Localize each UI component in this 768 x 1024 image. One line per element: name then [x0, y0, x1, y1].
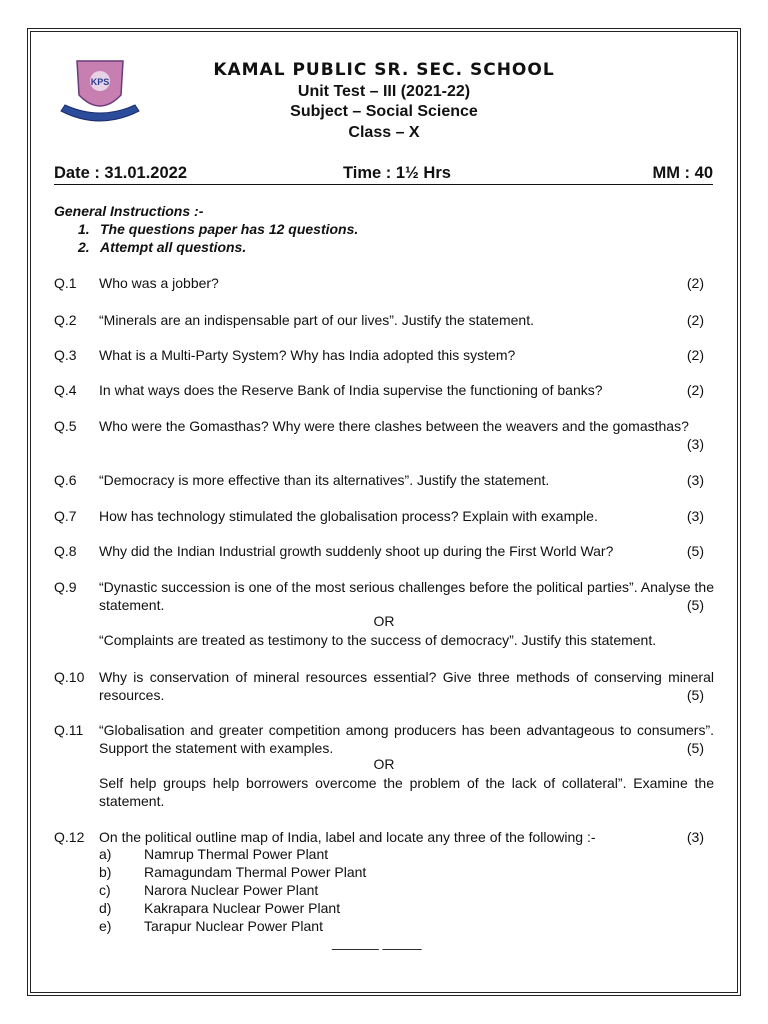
question-text: Who were the Gomasthas? Why were there clashes between the weavers and the gomasthas? — [99, 418, 689, 434]
question-number: Q.10 — [54, 669, 85, 685]
question-number: Q.12 — [54, 829, 85, 845]
class-title: Class – X — [348, 124, 420, 141]
question-marks: (5) — [686, 543, 704, 559]
question-marks: (5) — [686, 687, 704, 703]
or-separator: OR — [373, 613, 395, 629]
option-label: a) — [99, 846, 112, 862]
test-title: Unit Test – III (2021-22) — [297, 83, 471, 100]
exam-date: Date : 31.01.2022 — [54, 164, 188, 182]
option-text: Ramagundam Thermal Power Plant — [144, 864, 367, 880]
instruction-num: 1. — [78, 221, 90, 237]
option-text: Narora Nuclear Power Plant — [144, 882, 319, 898]
instruction-num: 2. — [78, 239, 90, 255]
school-name: KAMAL PUBLIC SR. SEC. SCHOOL — [213, 60, 555, 80]
question-text: “Globalisation and greater competition among producers has been advantageous to consumers”. Support the statement with examples. — [99, 722, 714, 756]
question-marks: (2) — [686, 312, 704, 328]
question-marks: (3) — [686, 436, 704, 452]
question-text: How has technology stimulated the globalisation process? Explain with example. — [99, 508, 598, 524]
question-text: Why did the Indian Industrial growth suddenly shoot up during the First World War? — [99, 543, 614, 559]
alternative-text: “Complaints are treated as testimony to the success of democracy”. Justify this statement. — [99, 632, 657, 648]
question-number: Q.9 — [54, 579, 77, 595]
option-label: d) — [99, 900, 112, 916]
question-number: Q.4 — [54, 382, 77, 398]
question-number: Q.6 — [54, 472, 77, 488]
instruction-text: The questions paper has 12 questions. — [100, 221, 359, 237]
question-number: Q.11 — [54, 722, 84, 738]
question-text: In what ways does the Reserve Bank of India supervise the functioning of banks? — [99, 382, 603, 398]
question-text: “Democracy is more effective than its alternatives”. Justify the statement. — [99, 472, 550, 488]
question-number: Q.2 — [54, 312, 77, 328]
question-text: “Minerals are an indispensable part of our lives”. Justify the statement. — [99, 312, 534, 328]
or-separator: OR — [373, 756, 395, 772]
question-marks: (2) — [686, 275, 704, 291]
question-marks: (3) — [686, 829, 704, 845]
max-marks: MM : 40 — [652, 164, 713, 182]
question-text: “Dynastic succession is one of the most serious challenges before the political parties”. Analyse the statement. — [99, 579, 714, 613]
header-rule — [54, 184, 713, 185]
alternative-text: Self help groups help borrowers overcome the problem of the lack of collateral”. Examine the statement. — [99, 775, 714, 809]
question-marks: (3) — [686, 472, 704, 488]
question-number: Q.7 — [54, 508, 77, 524]
option-label: b) — [99, 864, 112, 880]
question-text: Who was a jobber? — [99, 275, 219, 291]
option-text: Kakrapara Nuclear Power Plant — [144, 900, 341, 916]
question-text: What is a Multi-Party System? Why has India adopted this system? — [99, 347, 516, 363]
option-text: Namrup Thermal Power Plant — [144, 846, 329, 862]
question-text: Why is conservation of mineral resources essential? Give three methods of conserving mineral resources. — [99, 669, 714, 703]
question-marks: (3) — [686, 508, 704, 524]
question-number: Q.8 — [54, 543, 77, 559]
option-text: Tarapur Nuclear Power Plant — [144, 918, 323, 934]
option-label: c) — [99, 882, 111, 898]
question-marks: (5) — [686, 740, 704, 756]
instructions-title: General Instructions :- — [54, 203, 204, 219]
question-marks: (5) — [686, 597, 704, 613]
question-marks: (2) — [686, 382, 704, 398]
question-marks: (2) — [686, 347, 704, 363]
exam-time: Time : 1½ Hrs — [343, 164, 451, 182]
end-marker: ______ _____ — [332, 934, 422, 950]
instruction-text: Attempt all questions. — [100, 239, 247, 255]
question-number: Q.3 — [54, 347, 77, 363]
option-label: e) — [99, 918, 112, 934]
subject-title: Subject – Social Science — [290, 103, 478, 120]
question-text: On the political outline map of India, label and locate any three of the following :- — [99, 829, 596, 845]
question-number: Q.1 — [54, 275, 77, 291]
question-number: Q.5 — [54, 418, 77, 434]
svg-text:KPS: KPS — [90, 77, 110, 87]
